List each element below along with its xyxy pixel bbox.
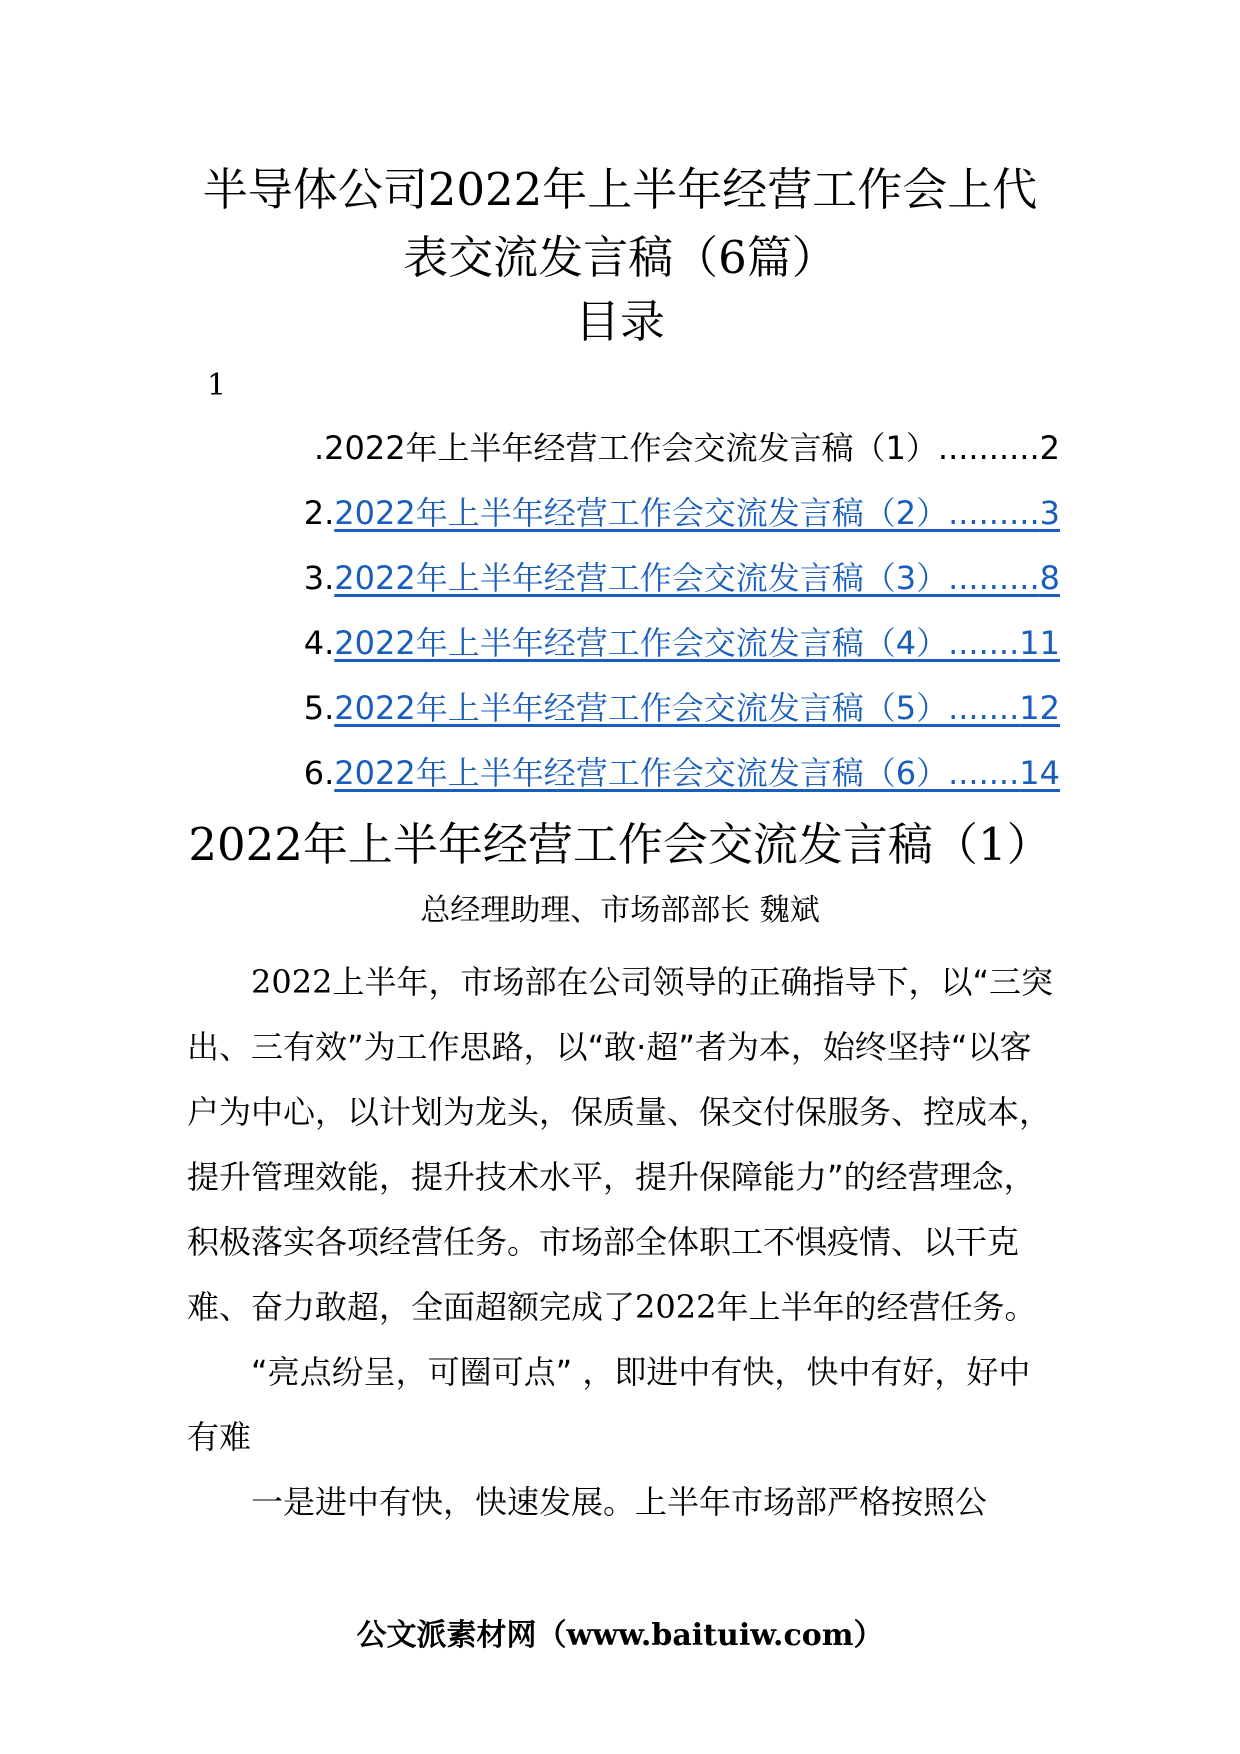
- toc-item-page: 14: [1019, 754, 1060, 792]
- toc-item-prefix: 5.: [303, 689, 335, 727]
- toc-item-page: 8: [1039, 559, 1060, 597]
- toc-heading: 目录: [574, 295, 665, 348]
- toc-item-text: 2022年上半年经营工作会交流发言稿（2）.........: [334, 494, 1040, 532]
- document-title-line-1: [160, 160, 1080, 220]
- document-title-line-2: [160, 228, 1080, 288]
- footer-watermark: 公文派素材网（www.baituiw.com）: [356, 1618, 884, 1653]
- toc-item-link[interactable]: [334, 754, 1060, 792]
- title2-prefix: 表交流发言稿（: [403, 231, 719, 284]
- toc-item-link[interactable]: [334, 559, 1060, 597]
- section-title-num: 1: [977, 818, 1007, 871]
- section-title-year: 2022: [188, 818, 303, 871]
- toc-item-page: 2: [1039, 429, 1060, 467]
- section-title-text: 年上半年经营工作会交流发言稿（: [302, 818, 978, 871]
- author-line: 总经理助理、市场部部长 魏斌: [420, 893, 820, 928]
- toc-item-page: 11: [1019, 624, 1060, 662]
- toc-item-text: 2022年上半年经营工作会交流发言稿（3）.........: [334, 559, 1040, 597]
- toc-number: 1: [207, 368, 227, 403]
- para1-year: 2022: [251, 963, 333, 1001]
- table-of-contents: [250, 428, 1060, 818]
- title2-num: 6: [718, 231, 747, 284]
- toc-item-prefix: .: [313, 429, 325, 467]
- toc-item-page: 12: [1019, 689, 1060, 727]
- toc-item-link[interactable]: [334, 624, 1060, 662]
- title-prefix: 半导体公司: [202, 163, 428, 216]
- toc-item[interactable]: [250, 688, 1060, 753]
- toc-item-link: [324, 429, 1060, 467]
- paragraph-3: 一是进中有快，快速发展。上半年市场部严格按照公: [251, 1483, 988, 1521]
- toc-item-text: 2022年上半年经营工作会交流发言稿（6）.......: [334, 754, 1020, 792]
- title-suffix: 年上半年经营工作会上代: [542, 163, 1038, 216]
- toc-item-prefix: 3.: [303, 559, 335, 597]
- toc-item[interactable]: [250, 558, 1060, 623]
- toc-item[interactable]: [250, 623, 1060, 688]
- para1-text: 上半年，市场部在公司领导的正确指导下，以“三突出、三有效”为工作思路，以“敢·超”者为本，始终坚持“以客户为中心，以计划为龙头，保质量、保交付保服务、控成本，提升管理效能，提升技术水平，提升保障能力”的经营理念，积极落实各项经营任务。市场部全体职工不惧疫情、以干克难、奋力敢超，全面超额完成了: [187, 963, 1054, 1326]
- section-title: [150, 808, 1090, 873]
- toc-item[interactable]: [250, 493, 1060, 558]
- toc-item-page: 3: [1039, 494, 1060, 532]
- toc-item: [250, 428, 1060, 493]
- toc-item-text: 2022年上半年经营工作会交流发言稿（4）.......: [334, 624, 1020, 662]
- toc-item-link[interactable]: [334, 494, 1060, 532]
- body-text: [187, 950, 1057, 1535]
- title2-suffix: 篇）: [746, 231, 837, 284]
- title-year: 2022: [427, 163, 543, 216]
- para1-end-text: 年上半年的经营任务。: [716, 1288, 1037, 1326]
- toc-item-text: 2022年上半年经营工作会交流发言稿（1）..........: [324, 429, 1040, 467]
- toc-item-link[interactable]: [334, 689, 1060, 727]
- toc-item-prefix: 2.: [303, 494, 335, 532]
- toc-item-text: 2022年上半年经营工作会交流发言稿（5）.......: [334, 689, 1020, 727]
- paragraph-2: “亮点纷呈，可圈可点” ，即进中有快，快中有好，好中有难: [187, 1353, 1031, 1456]
- toc-item-prefix: 4.: [303, 624, 335, 662]
- toc-item-prefix: 6.: [303, 754, 335, 792]
- section-title-end: ）: [1006, 818, 1052, 871]
- para1-end-year: 2022: [635, 1288, 717, 1326]
- paragraph-1: [187, 950, 1057, 1340]
